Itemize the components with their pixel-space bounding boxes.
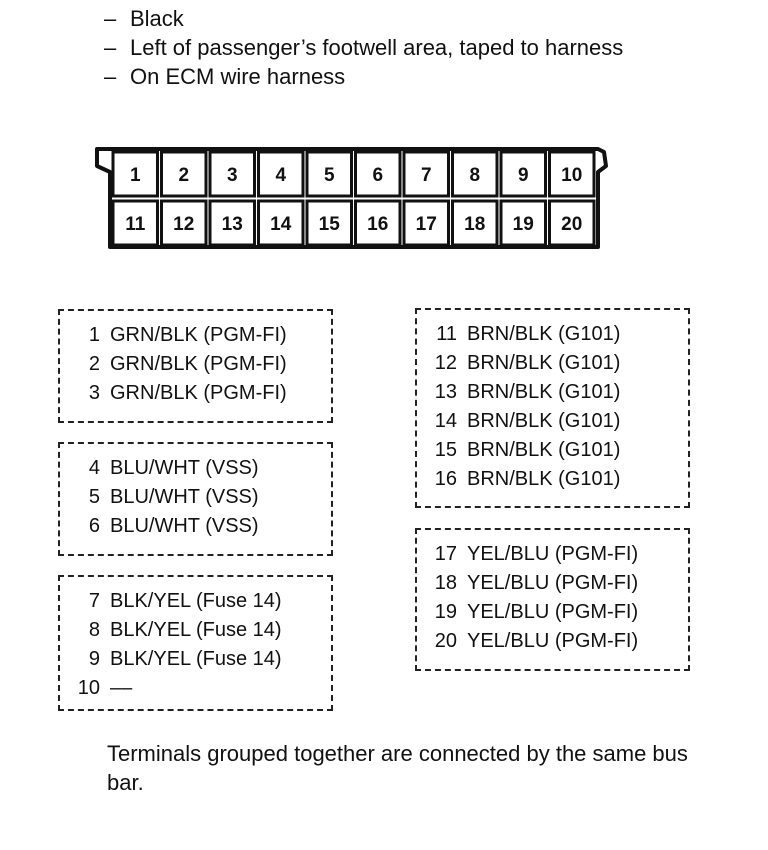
note-color: – Black <box>104 6 184 31</box>
connector-terminal-number: 11 <box>125 214 146 235</box>
terminal-row: 7 BLK/YEL (Fuse 14) <box>88 590 282 612</box>
connector-terminal-number: 19 <box>512 214 534 235</box>
terminal-row: 20 YEL/BLU (PGM-FI) <box>434 630 639 652</box>
terminal-row: 17 YEL/BLU (PGM-FI) <box>434 543 639 565</box>
terminal-row: 5 BLU/WHT (VSS) <box>88 486 259 508</box>
bus-group-pgm-fi-1 <box>58 309 333 423</box>
connector-terminal-number: 10 <box>561 165 583 186</box>
terminal-row: 9 BLK/YEL (Fuse 14) <box>88 648 282 670</box>
connector-terminal-number: 4 <box>275 165 287 186</box>
connector-terminal-number: 9 <box>517 165 529 186</box>
terminal-row: 3 GRN/BLK (PGM-FI) <box>88 382 287 404</box>
connector-terminal-number: 12 <box>173 214 195 235</box>
connector-terminal-number: 3 <box>226 165 238 186</box>
terminal-row: 4 BLU/WHT (VSS) <box>88 457 259 479</box>
connector-terminal-number: 8 <box>469 165 481 186</box>
connector-terminal-number: 7 <box>420 165 432 186</box>
connector-terminal-number: 15 <box>318 214 340 235</box>
terminal-row: 16 BRN/BLK (G101) <box>434 468 621 490</box>
connector-terminal-number: 20 <box>561 214 583 235</box>
connector-diagram <box>0 0 768 300</box>
terminal-row: 13 BRN/BLK (G101) <box>434 381 621 403</box>
terminal-row: 18 YEL/BLU (PGM-FI) <box>434 572 639 594</box>
terminal-row: 6 BLU/WHT (VSS) <box>88 515 259 537</box>
terminal-row: 15 BRN/BLK (G101) <box>434 439 621 461</box>
terminal-row: 8 BLK/YEL (Fuse 14) <box>88 619 282 641</box>
terminal-row: 12 BRN/BLK (G101) <box>434 352 621 374</box>
bus-group-g101 <box>415 308 690 508</box>
connector-terminal-number: 1 <box>129 165 141 186</box>
connector-terminal-number: 5 <box>323 165 335 186</box>
connector-terminal-number: 18 <box>464 214 486 235</box>
terminal-row: 1 GRN/BLK (PGM-FI) <box>88 324 287 346</box>
connector-terminal-number: 14 <box>270 214 292 235</box>
bus-bar-footnote: Terminals grouped together are connected by the same bus bar. <box>107 741 688 795</box>
connector-terminal-number: 2 <box>178 165 190 186</box>
bus-group-fuse-14 <box>58 575 333 711</box>
connector-terminal-number: 16 <box>367 214 389 235</box>
terminal-row: 14 BRN/BLK (G101) <box>434 410 621 432</box>
connector-terminal-number: 13 <box>221 214 243 235</box>
bus-group-pgm-fi-2 <box>415 528 690 671</box>
connector-terminal-number: 6 <box>372 165 384 186</box>
note-harness: – On ECM wire harness <box>104 64 346 89</box>
connector-terminal-number: 17 <box>415 214 437 235</box>
note-location: – Left of passenger’s footwell area, taped to harness <box>104 35 624 60</box>
terminal-row: 2 GRN/BLK (PGM-FI) <box>88 353 287 375</box>
terminal-row: 10 –– <box>77 677 133 699</box>
terminal-row: 19 YEL/BLU (PGM-FI) <box>434 601 639 623</box>
terminal-row: 11 BRN/BLK (G101) <box>436 323 621 345</box>
bus-group-vss <box>58 442 333 556</box>
